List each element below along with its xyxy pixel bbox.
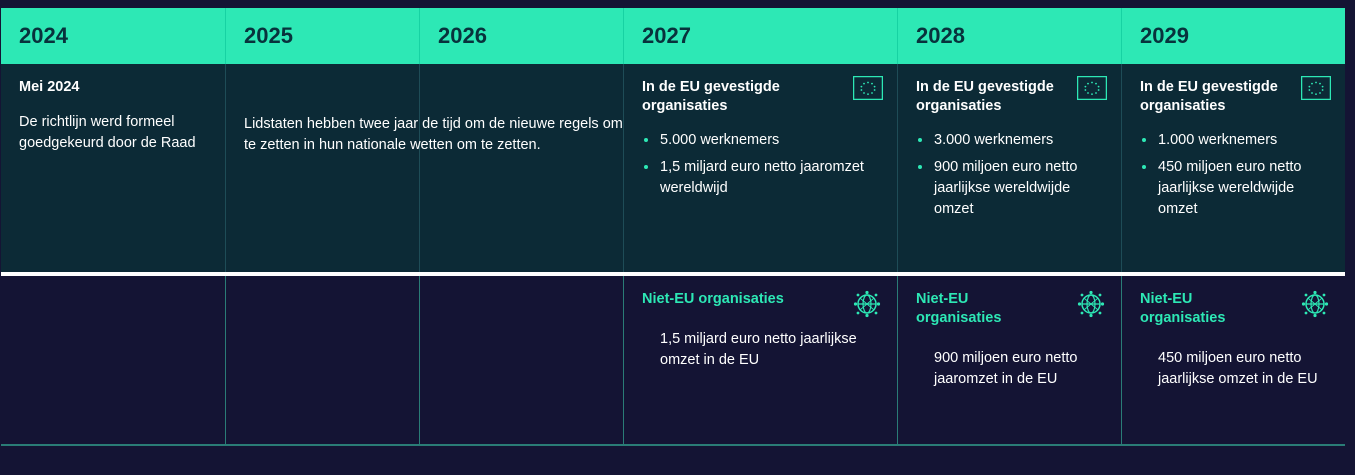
row-non-eu-organisations (1, 276, 1345, 444)
cell-2025-top (225, 64, 419, 272)
globe-icon (1299, 288, 1331, 320)
cell-title: Niet-EU organisaties (916, 291, 1002, 326)
cell-text: Lidstaten hebben twee jaar de tijd om de nieuwe regels om te zetten in hun nationale wetten om te zetten. (244, 116, 623, 154)
cell-title: In de EU gevestigde organisaties (1140, 79, 1278, 114)
globe-icon (851, 288, 883, 320)
year-cell-2028 (897, 8, 1121, 64)
year-header-row (1, 8, 1345, 64)
year-label: 2028 (916, 23, 965, 48)
cell-2025-bottom (225, 276, 419, 444)
cell-bullet-list (642, 130, 879, 199)
cell-2029-bottom (1121, 276, 1345, 444)
cell-2024-top (1, 64, 225, 272)
cell-title: Niet-EU organisaties (1140, 291, 1226, 326)
list-item: 900 miljoen euro netto jaarlijkse wereldwijde omzet (916, 157, 1103, 220)
year-label: 2029 (1140, 23, 1189, 48)
cell-2029-top (1121, 64, 1345, 272)
cell-bullet-list (1140, 130, 1327, 220)
bottom-rule (1, 444, 1345, 446)
list-item: 1,5 miljard euro netto jaarlijkse omzet in de EU (660, 330, 857, 368)
eu-flag-icon (1077, 76, 1107, 100)
cell-2028-top (897, 64, 1121, 272)
list-item: 450 miljoen euro netto jaarlijkse omzet in de EU (1158, 349, 1318, 387)
year-cell-2026 (419, 8, 623, 64)
eu-flag-icon (853, 76, 883, 100)
cell-bullet-list (916, 130, 1103, 220)
list-item: 450 miljoen euro netto jaarlijkse wereldwijde omzet (1140, 157, 1327, 220)
globe-icon (1075, 288, 1107, 320)
cell-2024-bottom (1, 276, 225, 444)
cell-title: In de EU gevestigde organisaties (642, 79, 780, 114)
year-label: 2025 (244, 23, 293, 48)
cell-date: Mei 2024 (19, 79, 80, 95)
row-in-eu-established-organisations (1, 64, 1345, 272)
year-cell-2029 (1121, 8, 1345, 64)
cell-2026-bottom (419, 276, 623, 444)
list-item: 1,5 miljard euro netto jaaromzet wereldwijd (642, 157, 879, 199)
year-label: 2026 (438, 23, 487, 48)
cell-2027-top (623, 64, 897, 272)
list-item: 900 miljoen euro netto jaaromzet in de EU (934, 349, 1078, 387)
list-item: 5.000 werknemers (642, 130, 879, 151)
list-item: 3.000 werknemers (916, 130, 1103, 151)
cell-text: De richtlijn werd formeel goedgekeurd door de Raad (19, 114, 196, 152)
cell-2026-top (244, 64, 623, 272)
year-cell-2027 (623, 8, 897, 64)
year-label: 2027 (642, 23, 691, 48)
cell-title: Niet-EU organisaties (642, 291, 784, 307)
list-item: 1.000 werknemers (1140, 130, 1327, 151)
cell-2028-bottom (897, 276, 1121, 444)
year-label: 2024 (19, 23, 68, 48)
year-cell-2025 (225, 8, 419, 64)
cell-title: In de EU gevestigde organisaties (916, 79, 1054, 114)
cell-2027-bottom (623, 276, 897, 444)
year-cell-2024 (1, 8, 225, 64)
eu-flag-icon (1301, 76, 1331, 100)
